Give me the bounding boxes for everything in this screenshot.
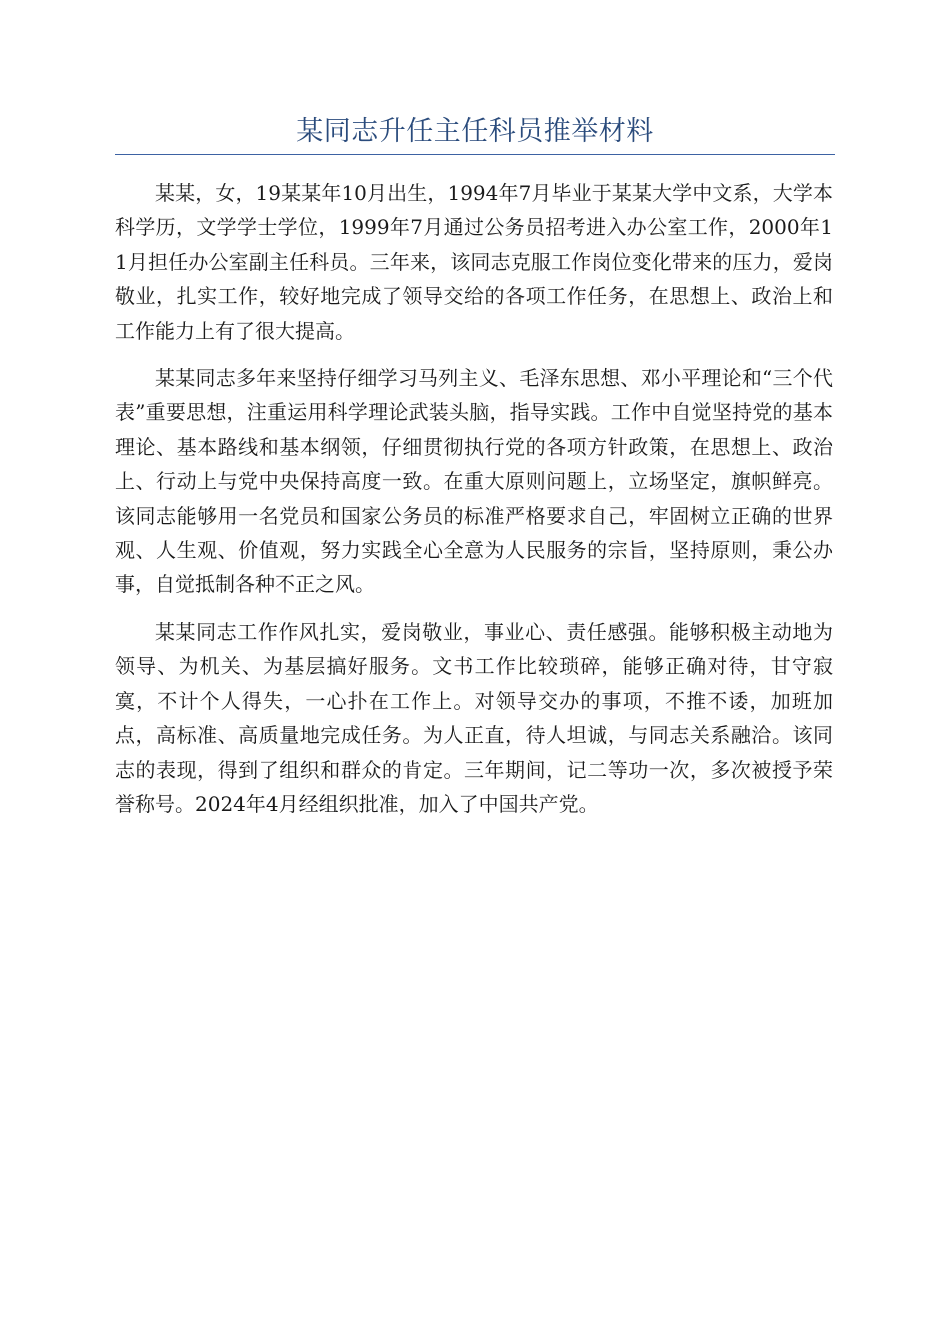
paragraph-2: 某某同志多年来坚持仔细学习马列主义、毛泽东思想、邓小平理论和“三个代表”重要思想，注重运用科学理论武装头脑，指导实践。工作中自觉坚持党的基本理论、基本路线和基本纲领，仔细贯彻执行党的各项方针政策，在思想上、政治上、行动上与党中央保持高度一致。在重大原则问题上，立场坚定，旗帜鲜亮。该同志能够用一名党员和国家公务员的标准严格要求自己，牢固树立正确的世界观、人生观、价值观，努力实践全心全意为人民服务的宗旨，坚持原则，秉公办事，自觉抵制各种不正之风。 <box>115 366 833 597</box>
document-body <box>115 176 833 834</box>
title-underline-divider <box>115 154 835 155</box>
paragraph-3: 某某同志工作作风扎实，爱岗敬业，事业心、责任感强。能够积极主动地为领导、为机关、为基层搞好服务。文书工作比较琐碎，能够正确对待，甘守寂寞，不计个人得失，一心扑在工作上。对领导交办的事项，不推不诿，加班加点，高标准、高质量地完成任务。为人正直，待人坦诚，与同志关系融洽。该同志的表现，得到了组织和群众的肯定。三年期间，记二等功一次，多次被授予荣誉称号。2024年4月经组织批准，加入了中国共产党。 <box>115 619 833 816</box>
document-title: 某同志升任主任科员推举材料 <box>296 116 654 147</box>
paragraph-1: 某某，女，19某某年10月出生，1994年7月毕业于某某大学中文系，大学本科学历，文学学士学位，1999年7月通过公务员招考进入办公室工作，2000年11月担任办公室副主任科员。三年来，该同志克服工作岗位变化带来的压力，爱岗敬业，扎实工作，较好地完成了领导交给的各项工作任务，在思想上、政治上和工作能力上有了很大提高。 <box>115 181 833 343</box>
